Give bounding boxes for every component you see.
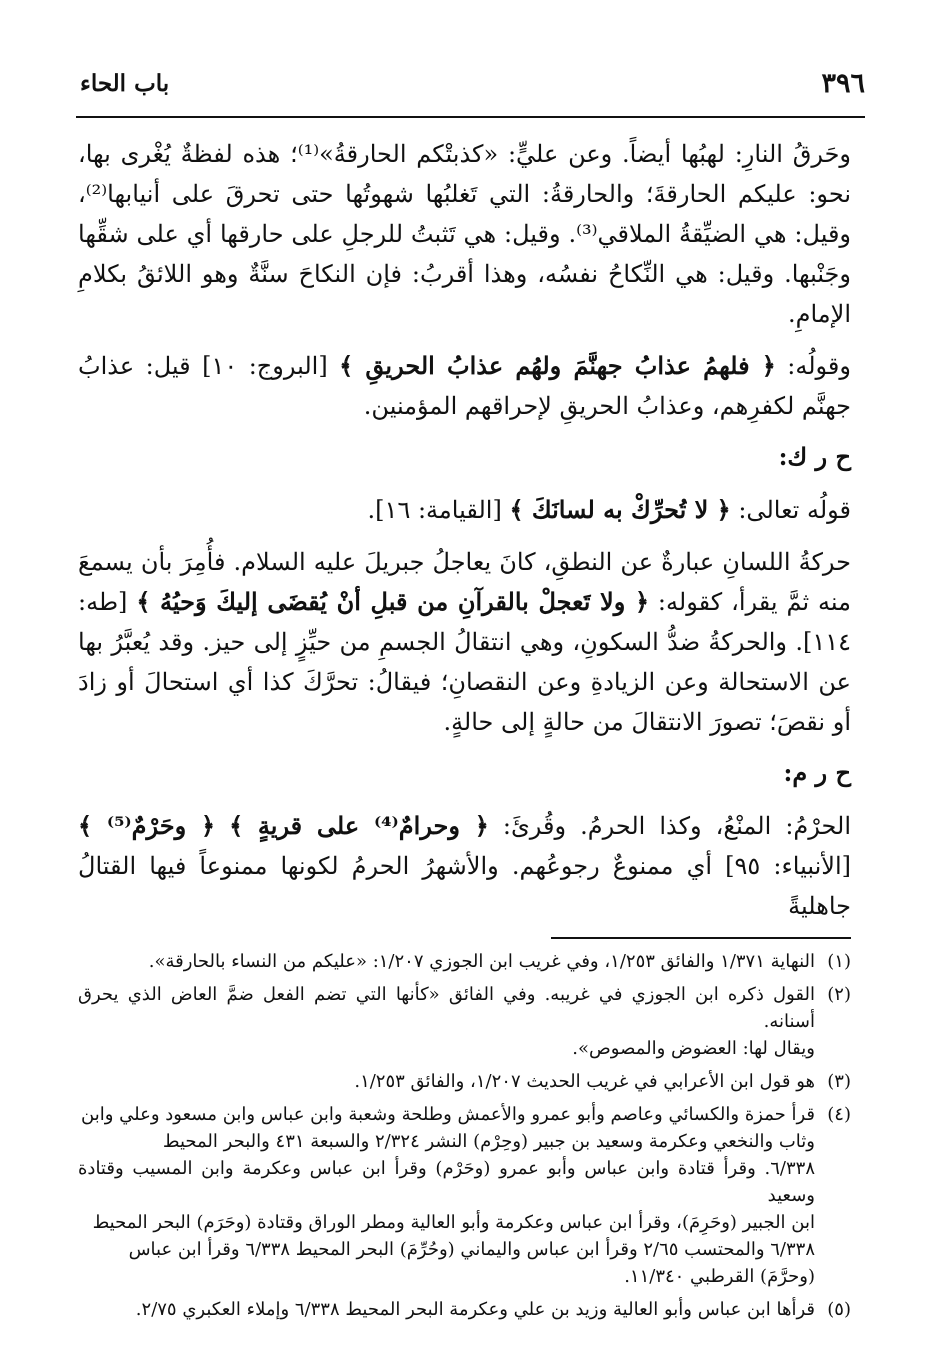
entry-heading-hrm: ح ر م: <box>783 758 851 787</box>
paragraph-text: أي ممنوعٌ رجوعُهم. والأشهرُ الحرمُ لكونها ممنوعاً فيها القتالُ جاهليةً <box>78 852 851 920</box>
entry-heading-hrk: ح ر ك: <box>778 442 851 471</box>
paragraph-text: الحرْمُ: المنْعُ، وكذا الحرمُ. وقُرئَ: <box>488 812 851 840</box>
footnote-divider <box>551 937 851 939</box>
verse-reference: [الأنبياء: ٩٥] <box>712 852 851 880</box>
footnote-2 <box>78 981 851 1062</box>
verse-reference: [القيامة: ١٦]. <box>367 496 510 524</box>
paragraph-text <box>215 812 229 840</box>
page-number: ٣٩٦ <box>821 68 865 99</box>
footnote-number: (٥) <box>827 1299 851 1320</box>
footnote-1 <box>78 948 851 975</box>
footnote-text <box>78 981 815 1062</box>
footnote-line: ابن الجبير (وحَرِمَ)، وقرأ ابن عباس وعكرمة وأبو العالية ومطر الوراق وقتادة (وحَرَم) البحر المحيط <box>92 1212 815 1233</box>
main-text <box>78 134 851 938</box>
footnote-5 <box>78 1296 851 1323</box>
paragraph-text: حركةُ اللسانِ عبارةٌ عن النطقِ، كانَ يعاجلُ جبريلَ عليه السلام. فأُمِرَ بأن يسمعَ منه ثمَّ يقرأ، كقوله: <box>78 548 852 616</box>
running-header <box>80 66 865 102</box>
paragraph-hariq <box>78 346 851 426</box>
footnote-line: قرأها ابن عباس وأبو العالية وزيد بن علي وعكرمة البحر المحيط ٦/٣٣٨ وإملاء العكبري ٢/٧٥. <box>135 1299 815 1320</box>
paragraph-quran-citation <box>78 490 851 530</box>
footnote-number: (١) <box>827 951 851 972</box>
header-divider <box>76 116 865 118</box>
quran-verse: ﴿ وحَرْمٌ⁽⁵⁾ ﴾ <box>78 811 216 840</box>
paragraph-text: والحركةُ ضدُّ السكونِ، وهي انتقالُ الجسمِ من حيِّزٍ إلى حيز. وقد يُعبَّرُ بها عن الاستحالة وعن الزيادةِ وعن النقصانِ؛ فيقالُ: تحرَّكَ كذا أي استحالَ أو زادَ أو نقصَ؛ تصورَ الانتقالَ من حالةٍ إلى حالةٍ. <box>78 628 851 736</box>
footnote-line: النهاية ١/٣٧١ والفائق ١/٢٥٣، وفي غريب ابن الجوزي ١/٢٠٧: «عليكم من النساء بالحارقة». <box>148 951 815 972</box>
footnote-line: ويقال لها: العضوض والمصوص». <box>572 1038 815 1059</box>
footnote-number: (٢) <box>827 984 851 1005</box>
footnote-text <box>78 1296 815 1323</box>
quran-verse: ﴿ فلهمُ عذابُ جهنَّمَ ولهُم عذابُ الحريقِ ﴾ <box>339 351 776 380</box>
paragraph-harm <box>78 806 851 926</box>
footnote-line: القول ذكره ابن الجوزي في غريبه. وفي الفائق «كأنها التي تضم الفعل ضمَّ العاض الذي يحرق أسنانه. <box>78 984 815 1032</box>
footnote-text <box>78 1101 815 1290</box>
quran-verse: ﴿ ولا تَعجلْ بالقرآنِ من قبلِ أنْ يُقضَى إليكَ وَحيُهُ ﴾ <box>136 587 650 616</box>
quran-verse: ﴿ لا تُحرِّكْ به لسانَكَ ﴾ <box>509 495 731 524</box>
paragraph-text: قيل: عذابُ جهنَّم لكفرِهم، وعذابُ الحريقِ لإحراقهم المؤمنين. <box>78 352 851 420</box>
footnote-number: (٤) <box>827 1104 851 1125</box>
footnote-line: وثاب والنخعي وعكرمة وسعيد بن جبير (وحِرْم) النشر ٢/٣٢٤ والسبعة ٤٣١ والبحر المحيط <box>162 1131 815 1152</box>
paragraph-harq: وحَرقُ النارِ: لهبُها أيضاً. وعن عليٍّ: «كذبتْكم الحارقةُ»⁽¹⁾؛ هذه لفظةٌ يُغْرى بها، نحو: عليكم الحارقةَ؛ والحارقةُ: التي تَغلبُها شهوتُها حتى تحرقَ على أنيابها⁽²⁾، وقيل: هي الضيِّقةُ الملاقي⁽³⁾. وقيل: هي تَثبتُ للرجلِ على حارقها أي على شقِّها وجَنْبها. وقيل: هي النِّكاحُ نفسُه، وهذا أقربُ: فإن النكاحَ سنَّةٌ وهو اللائقُ بكلامِ الإمامِ. <box>78 140 851 328</box>
footnote-line: ٦/٣٣٨. وقرأ قتادة وابن عباس وأبو عمرو (وحَرْم) وقرأ ابن عباس وعكرمة وابن المسيب وقتادة وسعيد <box>78 1158 815 1206</box>
quran-verse: ﴿ وحرامٌ⁽⁴⁾ على قريةٍ ﴾ <box>229 811 489 840</box>
footnote-line: هو قول ابن الأعرابي في غريب الحديث ١/٢٠٧، والفائق ١/٢٥٣. <box>354 1071 815 1092</box>
verse-reference: [البروج: ١٠] <box>190 352 340 380</box>
paragraph-text: قولُه تعالى: <box>730 496 851 524</box>
footnote-4 <box>78 1101 851 1290</box>
footnote-text <box>78 1068 815 1095</box>
footnotes <box>78 948 851 1329</box>
running-title: باب الحاء <box>80 70 170 97</box>
footnote-line: قرأ حمزة والكسائي وعاصم وأبو عمرو والأعمش وطلحة وشعبة وابن عباس وابن مسعود وعلي وابن <box>81 1104 815 1125</box>
footnote-number: (٣) <box>827 1071 851 1092</box>
footnote-3 <box>78 1068 851 1095</box>
paragraph-haraka <box>78 542 851 742</box>
footnote-line: (وحرَّمَ) القرطبي ١١/٣٤٠. <box>624 1266 815 1287</box>
paragraph-text: وقولُه: <box>775 352 851 380</box>
verse-reference: [طه: ١١٤]. <box>78 588 851 656</box>
footnote-text <box>78 948 815 975</box>
footnote-line: ٦/٣٣٨ والمحتسب ٢/٦٥ وقرأ ابن عباس واليماني (وحُرِّمَ) البحر المحيط ٦/٣٣٨ وقرأ ابن عباس <box>128 1239 815 1260</box>
